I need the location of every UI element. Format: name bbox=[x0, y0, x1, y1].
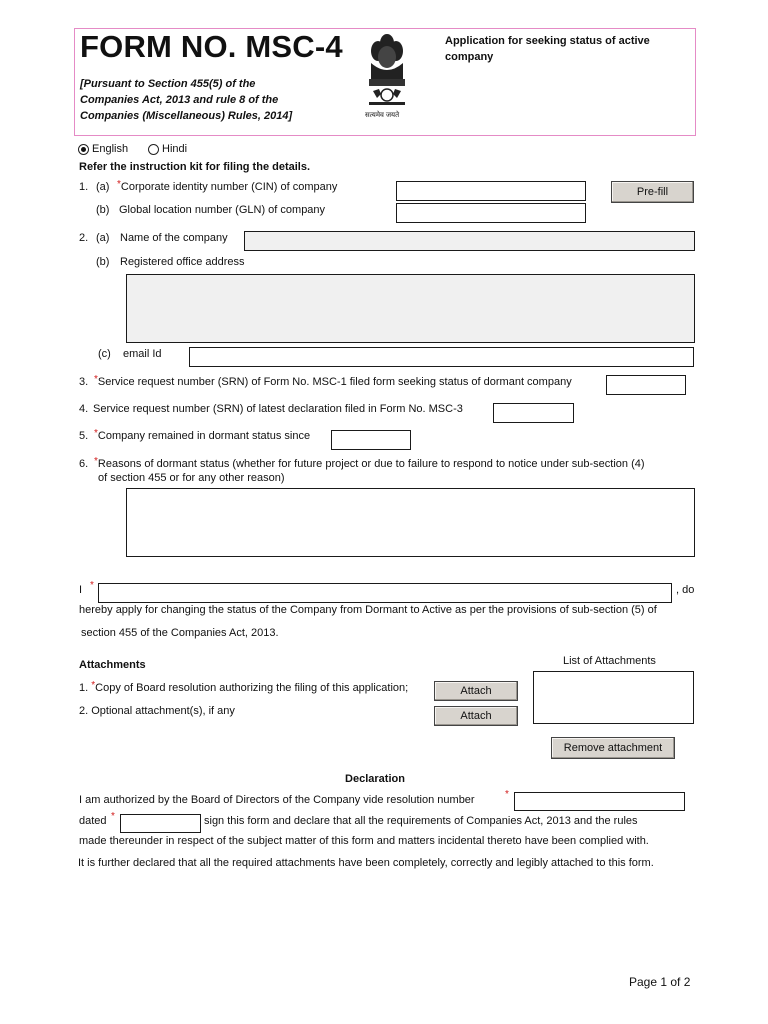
declaration-line3: made thereunder in respect of the subject matter of this form and matters incidental thereto have been complied with. bbox=[79, 835, 649, 847]
radio-unselected-icon[interactable] bbox=[148, 144, 159, 155]
q2-number: 2. bbox=[79, 232, 89, 244]
q3-number: 3. bbox=[79, 376, 89, 388]
application-title: Application for seeking status of active company bbox=[445, 35, 650, 63]
applicant-name-input[interactable] bbox=[98, 583, 672, 603]
remove-attachment-button[interactable]: Remove attachment bbox=[551, 737, 675, 759]
attachments-list-box[interactable] bbox=[533, 671, 694, 724]
q1b-label: (b) bbox=[96, 204, 110, 216]
prefill-button[interactable]: Pre-fill bbox=[611, 181, 694, 203]
page-number: Page 1 of 2 bbox=[629, 975, 691, 989]
q1b-text: Global location number (GLN) of company bbox=[119, 204, 326, 216]
attach-button-2[interactable]: Attach bbox=[434, 706, 518, 726]
apply-do-label: , do bbox=[676, 584, 695, 596]
registered-address-textarea[interactable] bbox=[126, 274, 695, 343]
language-hindi-option[interactable]: Hindi bbox=[148, 143, 187, 155]
apply-required-marker: * bbox=[90, 580, 94, 591]
q2c-label: (c) bbox=[98, 348, 111, 360]
apply-i-label: I bbox=[79, 584, 83, 596]
q6-text-line2: of section 455 or for any other reason) bbox=[98, 472, 285, 484]
gln-input[interactable] bbox=[396, 203, 586, 223]
srn-msc1-input[interactable] bbox=[606, 375, 686, 395]
declaration-dated-label: dated bbox=[79, 815, 107, 827]
instruction-text: Refer the instruction kit for filing the details. bbox=[79, 161, 311, 173]
cin-input[interactable] bbox=[396, 181, 586, 201]
form-number-title: FORM NO. MSC-4 bbox=[80, 29, 343, 64]
list-of-attachments-label: List of Attachments bbox=[563, 655, 656, 667]
pursuant-note: [Pursuant to Section 455(5) of the Companies Act, 2013 and rule 8 of the Companies (Miscellaneous) Rules, 2014] bbox=[80, 78, 293, 122]
apply-text-line3: section 455 of the Companies Act, 2013. bbox=[81, 627, 279, 639]
q4-text: Service request number (SRN) of latest declaration filed in Form No. MSC-3 bbox=[93, 403, 463, 415]
resolution-number-input[interactable] bbox=[514, 792, 685, 811]
q2b-label: (b) bbox=[96, 256, 110, 268]
dormant-reasons-textarea[interactable] bbox=[126, 488, 695, 557]
q1a-text: *Corporate identity number (CIN) of company bbox=[117, 179, 338, 193]
national-emblem-icon bbox=[365, 29, 409, 123]
declaration-line4: It is further declared that all the required attachments have been completely, correctly and legibly attached to this form. bbox=[78, 857, 654, 869]
email-input[interactable] bbox=[189, 347, 694, 367]
q4-number: 4. bbox=[79, 403, 89, 415]
apply-text-line2: hereby apply for changing the status of the Company from Dormant to Active as per the provisions of sub-section (5) of bbox=[79, 604, 657, 616]
dormant-since-input[interactable] bbox=[331, 430, 411, 450]
attachment-1-text: 1. *Copy of Board resolution authorizing the filing of this application; bbox=[79, 680, 409, 694]
attach-button-1[interactable]: Attach bbox=[434, 681, 518, 701]
declaration-required-marker-2: * bbox=[111, 811, 115, 822]
q3-text: *Service request number (SRN) of Form No. MSC-1 filed form seeking status of dormant company bbox=[94, 374, 572, 388]
q2c-text: email Id bbox=[123, 348, 162, 360]
attachments-heading: Attachments bbox=[79, 659, 146, 671]
q2a-text: Name of the company bbox=[120, 232, 228, 244]
form-header bbox=[74, 28, 696, 136]
attachment-2-text: 2. Optional attachment(s), if any bbox=[79, 705, 235, 717]
q6-text-line1: *Reasons of dormant status (whether for future project or due to failure to respond to notice under sub-section (4) bbox=[94, 456, 645, 470]
q1-number: 1. bbox=[79, 181, 89, 193]
srn-msc3-input[interactable] bbox=[493, 403, 574, 423]
declaration-heading: Declaration bbox=[345, 773, 405, 785]
radio-selected-icon[interactable] bbox=[78, 144, 89, 155]
q5-number: 5. bbox=[79, 430, 89, 442]
q1a-label: (a) bbox=[96, 181, 110, 193]
declaration-required-marker-1: * bbox=[505, 789, 509, 800]
q2b-text: Registered office address bbox=[120, 256, 245, 268]
resolution-date-input[interactable] bbox=[120, 814, 201, 833]
q2a-label: (a) bbox=[96, 232, 110, 244]
declaration-line1: I am authorized by the Board of Directors of the Company vide resolution number bbox=[79, 794, 475, 806]
q5-text: *Company remained in dormant status since bbox=[94, 428, 311, 442]
company-name-input[interactable] bbox=[244, 231, 695, 251]
q6-number: 6. bbox=[79, 458, 89, 470]
declaration-line2: sign this form and declare that all the requirements of Companies Act, 2013 and the rules bbox=[204, 815, 638, 827]
emblem-motto: सत्यमेव जयते bbox=[365, 112, 400, 119]
language-english-option[interactable]: English bbox=[78, 143, 128, 155]
